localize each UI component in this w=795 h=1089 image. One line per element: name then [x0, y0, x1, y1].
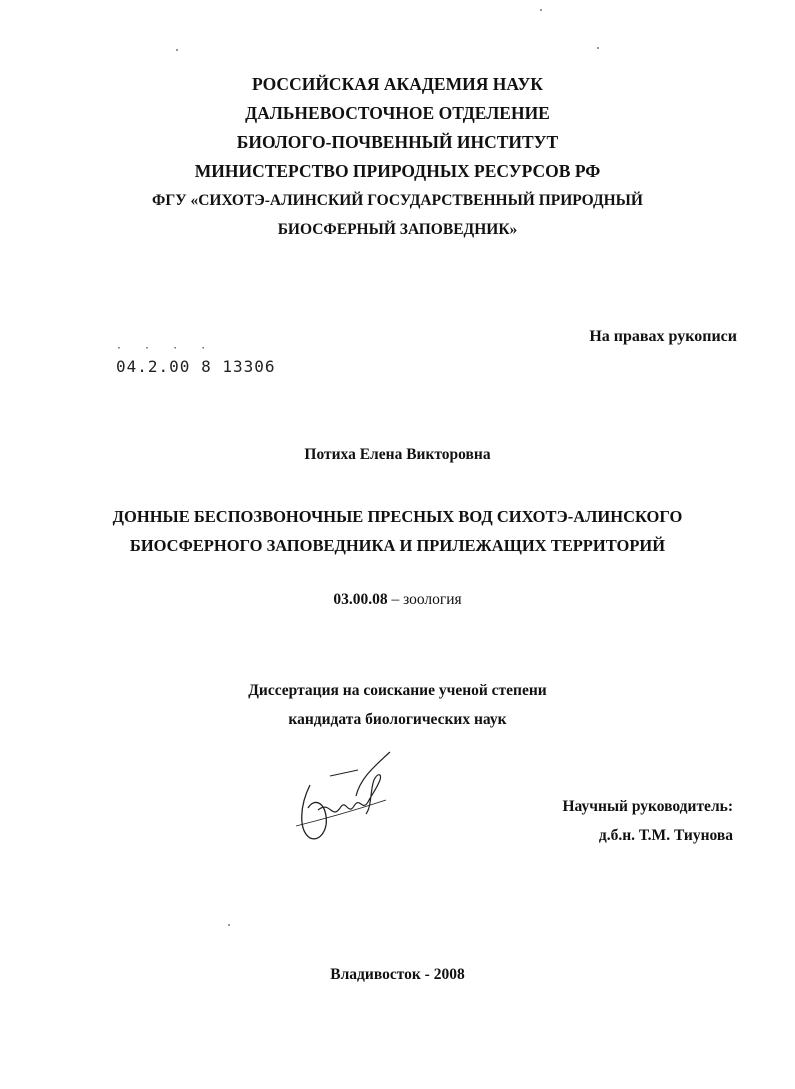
header-line-reserve: ФГУ «СИХОТЭ-АЛИНСКИЙ ГОСУДАРСТВЕННЫЙ ПРИРОДНЫЙ: [152, 192, 643, 209]
scan-speck: [540, 9, 542, 11]
title-line-2: БИОСФЕРНОГО ЗАПОВЕДНИКА И ПРИЛЕЖАЩИХ ТЕРРИТОРИЙ: [129, 536, 666, 555]
degree-statement: [0, 676, 795, 734]
degree-line-1: Диссертация на соискание ученой степени: [248, 682, 547, 699]
header-line-academy: РОССИЙСКАЯ АКАДЕМИЯ НАУК: [252, 74, 543, 94]
supervisor-name: д.б.н. Т.М. Тиунова: [598, 827, 733, 844]
header-line-reserve-cont: БИОСФЕРНЫЙ ЗАПОВЕДНИК»: [277, 221, 518, 238]
scan-speck: [597, 47, 599, 49]
specialty-code: 03.00.08: [333, 591, 388, 608]
header-line-institute: БИОЛОГО-ПОЧВЕННЫЙ ИНСТИТУТ: [236, 132, 559, 152]
title-line-1: ДОННЫЕ БЕСПОЗВОНОЧНЫЕ ПРЕСНЫХ ВОД СИХОТЭ-АЛИНСКОГО: [112, 507, 683, 526]
stamp-marks: · · · ·: [116, 343, 215, 354]
specialty-separator: –: [387, 591, 404, 608]
city-year: Владивосток - 2008: [330, 966, 465, 983]
institution-header: [0, 70, 795, 244]
registration-stamp: 04.2.00 8 13306: [116, 357, 276, 376]
scan-speck: [228, 924, 230, 926]
specialty: [0, 591, 795, 609]
supervisor-label: Научный руководитель:: [562, 798, 733, 815]
dissertation-title: [0, 502, 795, 560]
specialty-name: зоология: [403, 591, 462, 608]
manuscript-rights-label: На правах рукописи: [589, 328, 737, 345]
scan-speck: [176, 49, 178, 51]
header-line-ministry: МИНИСТЕРСТВО ПРИРОДНЫХ РЕСУРСОВ РФ: [194, 161, 601, 181]
header-line-branch: ДАЛЬНЕВОСТОЧНОЕ ОТДЕЛЕНИЕ: [245, 103, 550, 123]
supervisor-block: [563, 792, 734, 850]
handwritten-signature: [290, 750, 400, 845]
degree-line-2: кандидата биологических наук: [288, 711, 507, 728]
author-name: Потиха Елена Викторовна: [304, 446, 491, 463]
